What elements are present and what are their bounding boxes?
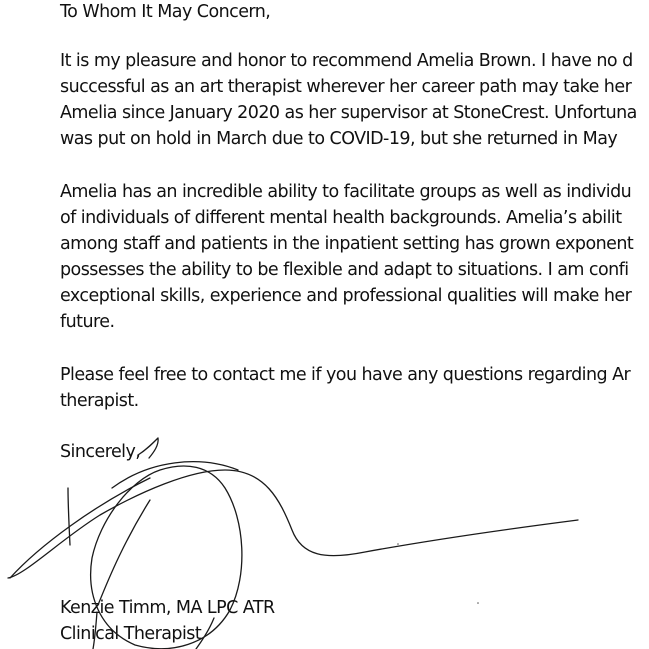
paragraph-2-line-5: exceptional skills, experience and professional qualities will make her xyxy=(60,286,632,306)
paragraph-2-line-1: Amelia has an incredible ability to facilitate groups as well as individu xyxy=(60,182,632,202)
paragraph-1-line-4: was put on hold in March due to COVID-19, but she returned in May xyxy=(60,129,618,149)
paragraph-2-line-2: of individuals of different mental health backgrounds. Amelia’s abilit xyxy=(60,208,622,228)
paragraph-2-line-6: future. xyxy=(60,312,115,332)
paragraph-3-line-2: therapist. xyxy=(60,391,139,411)
paragraph-1-line-3: Amelia since January 2020 as her supervisor at StoneCrest. Unfortuna xyxy=(60,103,637,123)
closing: Sincerely, xyxy=(60,442,141,462)
signer-name: Kenzie Timm, MA LPC ATR xyxy=(60,598,275,618)
paragraph-1-line-2: successful as an art therapist wherever her career path may take her xyxy=(60,77,632,97)
signer-title: Clinical Therapist xyxy=(60,624,202,644)
paragraph-2-line-4: possesses the ability to be flexible and adapt to situations. I am confi xyxy=(60,260,629,280)
salutation: To Whom It May Concern, xyxy=(60,2,271,22)
paragraph-1-line-1: It is my pleasure and honor to recommend Amelia Brown. I have no d xyxy=(60,51,633,71)
paragraph-3-line-1: Please feel free to contact me if you have any questions regarding Ar xyxy=(60,365,631,385)
paragraph-2-line-3: among staff and patients in the inpatient setting has grown exponent xyxy=(60,234,634,254)
